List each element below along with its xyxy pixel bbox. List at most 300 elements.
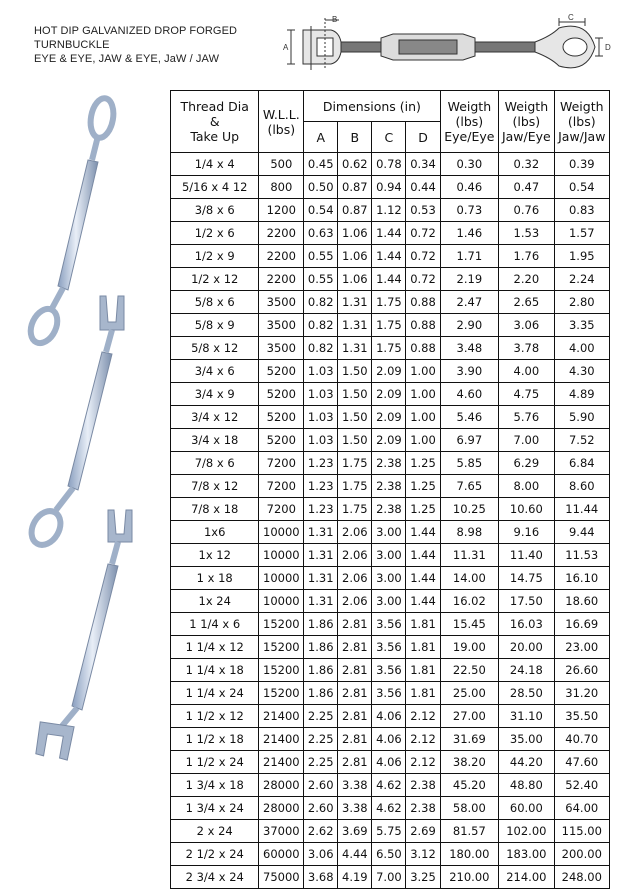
cell-weight-jaw-eye: 7.00 — [499, 429, 554, 452]
cell-wll: 28000 — [259, 774, 304, 797]
cell-weight-eye-eye: 5.46 — [440, 406, 499, 429]
turnbuckle-dimension-diagram — [283, 8, 613, 70]
cell-dim-b: 2.06 — [338, 590, 372, 613]
cell-dim-b: 1.50 — [338, 360, 372, 383]
header-dim-d: D — [406, 122, 440, 153]
table-row — [171, 176, 610, 199]
title-line-2: TURNBUCKLE — [34, 39, 110, 51]
cell-dim-b: 2.81 — [338, 613, 372, 636]
table-row — [171, 452, 610, 475]
cell-thread-size: 1x 12 — [171, 544, 259, 567]
cell-weight-jaw-jaw: 2.24 — [554, 268, 609, 291]
table-row — [171, 728, 610, 751]
cell-dim-a: 1.86 — [304, 636, 338, 659]
cell-weight-jaw-jaw: 9.44 — [554, 521, 609, 544]
cell-dim-a: 1.31 — [304, 567, 338, 590]
cell-weight-jaw-eye: 183.00 — [499, 843, 554, 866]
cell-dim-d: 1.81 — [406, 682, 440, 705]
cell-weight-eye-eye: 2.19 — [440, 268, 499, 291]
cell-weight-eye-eye: 58.00 — [440, 797, 499, 820]
cell-weight-jaw-jaw: 115.00 — [554, 820, 609, 843]
cell-weight-eye-eye: 210.00 — [440, 866, 499, 889]
cell-weight-jaw-eye: 35.00 — [499, 728, 554, 751]
cell-weight-jaw-eye: 0.32 — [499, 153, 554, 176]
cell-dim-b: 1.75 — [338, 475, 372, 498]
cell-wll: 15200 — [259, 682, 304, 705]
header-jaw-eye-line3: Jaw/Eye — [501, 129, 551, 144]
cell-dim-a: 1.23 — [304, 475, 338, 498]
cell-dim-d: 3.25 — [406, 866, 440, 889]
cell-weight-jaw-jaw: 1.57 — [554, 222, 609, 245]
cell-weight-jaw-jaw: 6.84 — [554, 452, 609, 475]
cell-wll: 5200 — [259, 429, 304, 452]
cell-dim-b: 2.81 — [338, 659, 372, 682]
cell-thread-size: 1 3/4 x 18 — [171, 774, 259, 797]
cell-thread-size: 2 x 24 — [171, 820, 259, 843]
cell-weight-eye-eye: 0.73 — [440, 199, 499, 222]
diagram-label-b: B — [332, 15, 338, 24]
cell-thread-size: 7/8 x 18 — [171, 498, 259, 521]
cell-dim-c: 3.00 — [372, 521, 406, 544]
cell-wll: 7200 — [259, 498, 304, 521]
cell-weight-jaw-eye: 16.03 — [499, 613, 554, 636]
cell-dim-d: 1.00 — [406, 360, 440, 383]
cell-dim-a: 1.03 — [304, 360, 338, 383]
cell-wll: 2200 — [259, 222, 304, 245]
cell-weight-jaw-jaw: 4.30 — [554, 360, 609, 383]
header-jaw-eye-line2: (lbs) — [512, 114, 541, 129]
cell-dim-b: 1.75 — [338, 498, 372, 521]
table-row — [171, 590, 610, 613]
cell-dim-d: 0.53 — [406, 199, 440, 222]
cell-weight-jaw-eye: 8.00 — [499, 475, 554, 498]
cell-thread-size: 1x6 — [171, 521, 259, 544]
cell-weight-jaw-jaw: 8.60 — [554, 475, 609, 498]
cell-thread-size: 1/2 x 6 — [171, 222, 259, 245]
cell-dim-d: 1.25 — [406, 498, 440, 521]
cell-dim-d: 2.12 — [406, 751, 440, 774]
cell-dim-b: 2.81 — [338, 728, 372, 751]
cell-dim-d: 2.38 — [406, 797, 440, 820]
cell-dim-c: 3.56 — [372, 659, 406, 682]
cell-dim-d: 1.81 — [406, 659, 440, 682]
cell-thread-size: 1 1/4 x 12 — [171, 636, 259, 659]
table-row — [171, 843, 610, 866]
table-row — [171, 521, 610, 544]
header-eye-eye-line1: Weigth — [447, 99, 492, 114]
cell-weight-jaw-jaw: 11.44 — [554, 498, 609, 521]
cell-weight-jaw-eye: 3.78 — [499, 337, 554, 360]
cell-thread-size: 2 1/2 x 24 — [171, 843, 259, 866]
cell-wll: 15200 — [259, 636, 304, 659]
cell-thread-size: 1 1/2 x 12 — [171, 705, 259, 728]
table-row — [171, 268, 610, 291]
cell-weight-jaw-jaw: 11.53 — [554, 544, 609, 567]
cell-dim-b: 4.44 — [338, 843, 372, 866]
cell-weight-eye-eye: 81.57 — [440, 820, 499, 843]
cell-weight-jaw-eye: 24.18 — [499, 659, 554, 682]
cell-weight-jaw-jaw: 35.50 — [554, 705, 609, 728]
cell-wll: 3500 — [259, 314, 304, 337]
cell-weight-jaw-eye: 2.65 — [499, 291, 554, 314]
table-row — [171, 866, 610, 889]
table-row — [171, 498, 610, 521]
cell-dim-a: 1.03 — [304, 429, 338, 452]
table-row — [171, 544, 610, 567]
cell-wll: 3500 — [259, 291, 304, 314]
cell-dim-c: 1.75 — [372, 337, 406, 360]
cell-dim-d: 2.12 — [406, 705, 440, 728]
cell-dim-d: 0.72 — [406, 245, 440, 268]
cell-weight-jaw-eye: 2.20 — [499, 268, 554, 291]
table-row — [171, 429, 610, 452]
cell-dim-c: 4.06 — [372, 751, 406, 774]
cell-dim-d: 1.25 — [406, 475, 440, 498]
cell-weight-jaw-jaw: 0.83 — [554, 199, 609, 222]
cell-dim-a: 0.82 — [304, 291, 338, 314]
cell-dim-c: 3.56 — [372, 613, 406, 636]
cell-thread-size: 1x 24 — [171, 590, 259, 613]
cell-weight-jaw-jaw: 2.80 — [554, 291, 609, 314]
cell-dim-d: 2.12 — [406, 728, 440, 751]
cell-dim-b: 2.06 — [338, 521, 372, 544]
cell-dim-a: 1.31 — [304, 544, 338, 567]
cell-dim-b: 1.31 — [338, 291, 372, 314]
cell-weight-eye-eye: 38.20 — [440, 751, 499, 774]
cell-wll: 10000 — [259, 567, 304, 590]
header-jaw-eye-line1: Weigth — [504, 99, 549, 114]
header-thread-line1: Thread Dia — [180, 99, 249, 114]
cell-thread-size: 5/8 x 6 — [171, 291, 259, 314]
cell-dim-a: 2.25 — [304, 751, 338, 774]
cell-dim-c: 0.94 — [372, 176, 406, 199]
cell-weight-eye-eye: 1.46 — [440, 222, 499, 245]
cell-weight-jaw-eye: 1.76 — [499, 245, 554, 268]
cell-weight-jaw-jaw: 64.00 — [554, 797, 609, 820]
cell-weight-jaw-jaw: 200.00 — [554, 843, 609, 866]
cell-dim-c: 7.00 — [372, 866, 406, 889]
cell-weight-eye-eye: 180.00 — [440, 843, 499, 866]
table-row — [171, 314, 610, 337]
cell-thread-size: 1 1/2 x 18 — [171, 728, 259, 751]
title-line-3: EYE & EYE, JAW & EYE, JaW / JAW — [34, 53, 220, 65]
cell-weight-jaw-eye: 1.53 — [499, 222, 554, 245]
cell-wll: 21400 — [259, 728, 304, 751]
header-dim-c: C — [372, 122, 406, 153]
cell-dim-c: 3.00 — [372, 590, 406, 613]
table-row — [171, 613, 610, 636]
cell-weight-eye-eye: 8.98 — [440, 521, 499, 544]
cell-thread-size: 1 1/4 x 18 — [171, 659, 259, 682]
cell-dim-d: 0.88 — [406, 291, 440, 314]
cell-weight-jaw-eye: 4.75 — [499, 383, 554, 406]
cell-weight-eye-eye: 3.48 — [440, 337, 499, 360]
cell-weight-jaw-jaw: 0.39 — [554, 153, 609, 176]
cell-dim-c: 3.00 — [372, 544, 406, 567]
cell-dim-d: 1.81 — [406, 636, 440, 659]
cell-dim-c: 2.38 — [372, 498, 406, 521]
header-jaw-jaw-line2: (lbs) — [567, 114, 596, 129]
cell-dim-b: 1.06 — [338, 268, 372, 291]
cell-thread-size: 7/8 x 12 — [171, 475, 259, 498]
cell-weight-eye-eye: 0.46 — [440, 176, 499, 199]
cell-weight-eye-eye: 0.30 — [440, 153, 499, 176]
cell-wll: 7200 — [259, 475, 304, 498]
header-dim-a: A — [304, 122, 338, 153]
cell-dim-c: 1.12 — [372, 199, 406, 222]
cell-dim-a: 0.63 — [304, 222, 338, 245]
table-row — [171, 797, 610, 820]
cell-thread-size: 1 x 18 — [171, 567, 259, 590]
table-row — [171, 337, 610, 360]
header-dimensions: Dimensions (in) — [304, 91, 440, 122]
cell-dim-b: 3.38 — [338, 797, 372, 820]
cell-thread-size: 2 3/4 x 24 — [171, 866, 259, 889]
cell-wll: 60000 — [259, 843, 304, 866]
cell-dim-a: 1.03 — [304, 406, 338, 429]
cell-wll: 2200 — [259, 268, 304, 291]
cell-dim-d: 1.44 — [406, 521, 440, 544]
cell-dim-c: 1.75 — [372, 291, 406, 314]
cell-weight-jaw-jaw: 1.95 — [554, 245, 609, 268]
cell-weight-eye-eye: 5.85 — [440, 452, 499, 475]
cell-weight-jaw-eye: 3.06 — [499, 314, 554, 337]
header-eye-eye-line3: Eye/Eye — [444, 129, 495, 144]
table-row — [171, 567, 610, 590]
header-wll-line2: (lbs) — [267, 121, 296, 137]
cell-wll: 15200 — [259, 659, 304, 682]
header-wll-line1: W.L.L. — [262, 106, 300, 122]
cell-dim-a: 1.31 — [304, 521, 338, 544]
cell-weight-jaw-eye: 44.20 — [499, 751, 554, 774]
cell-weight-eye-eye: 19.00 — [440, 636, 499, 659]
cell-dim-d: 0.88 — [406, 337, 440, 360]
cell-weight-jaw-jaw: 18.60 — [554, 590, 609, 613]
cell-wll: 21400 — [259, 705, 304, 728]
cell-dim-b: 2.81 — [338, 705, 372, 728]
table-row — [171, 360, 610, 383]
page-title — [34, 24, 237, 66]
header-dim-b: B — [338, 122, 372, 153]
cell-wll: 1200 — [259, 199, 304, 222]
cell-dim-a: 0.55 — [304, 245, 338, 268]
cell-thread-size: 3/4 x 9 — [171, 383, 259, 406]
cell-dim-b: 4.19 — [338, 866, 372, 889]
cell-weight-jaw-eye: 60.00 — [499, 797, 554, 820]
cell-weight-eye-eye: 2.47 — [440, 291, 499, 314]
table-row — [171, 406, 610, 429]
cell-wll: 21400 — [259, 751, 304, 774]
cell-dim-c: 4.62 — [372, 797, 406, 820]
cell-wll: 28000 — [259, 797, 304, 820]
cell-dim-c: 1.44 — [372, 222, 406, 245]
cell-dim-c: 2.09 — [372, 429, 406, 452]
cell-dim-b: 0.87 — [338, 199, 372, 222]
cell-weight-jaw-jaw: 26.60 — [554, 659, 609, 682]
cell-weight-jaw-eye: 4.00 — [499, 360, 554, 383]
cell-weight-jaw-eye: 48.80 — [499, 774, 554, 797]
cell-dim-c: 3.56 — [372, 682, 406, 705]
table-row — [171, 751, 610, 774]
cell-dim-d: 0.88 — [406, 314, 440, 337]
cell-thread-size: 5/16 x 4 12 — [171, 176, 259, 199]
cell-dim-a: 0.55 — [304, 268, 338, 291]
cell-dim-d: 2.69 — [406, 820, 440, 843]
cell-dim-d: 1.44 — [406, 590, 440, 613]
cell-dim-b: 1.06 — [338, 222, 372, 245]
cell-dim-d: 0.44 — [406, 176, 440, 199]
cell-thread-size: 1 1/4 x 24 — [171, 682, 259, 705]
cell-weight-eye-eye: 22.50 — [440, 659, 499, 682]
header-weight-jaw-eye — [499, 91, 554, 153]
cell-dim-a: 2.62 — [304, 820, 338, 843]
cell-dim-d: 2.38 — [406, 774, 440, 797]
cell-weight-jaw-eye: 14.75 — [499, 567, 554, 590]
cell-wll: 7200 — [259, 452, 304, 475]
header-thread-dia — [171, 91, 259, 153]
cell-dim-c: 2.38 — [372, 475, 406, 498]
table-row — [171, 199, 610, 222]
cell-dim-d: 1.00 — [406, 429, 440, 452]
header-jaw-jaw-line3: Jaw/Jaw — [558, 129, 606, 144]
cell-weight-jaw-jaw: 248.00 — [554, 866, 609, 889]
cell-thread-size: 7/8 x 6 — [171, 452, 259, 475]
cell-dim-d: 1.44 — [406, 567, 440, 590]
cell-dim-b: 0.87 — [338, 176, 372, 199]
cell-dim-d: 1.25 — [406, 452, 440, 475]
header-thread-line3: Take Up — [190, 129, 240, 144]
cell-dim-b: 3.38 — [338, 774, 372, 797]
cell-weight-jaw-jaw: 23.00 — [554, 636, 609, 659]
cell-wll: 10000 — [259, 544, 304, 567]
cell-wll: 500 — [259, 153, 304, 176]
cell-weight-jaw-eye: 20.00 — [499, 636, 554, 659]
cell-weight-eye-eye: 14.00 — [440, 567, 499, 590]
cell-dim-a: 0.45 — [304, 153, 338, 176]
cell-dim-b: 3.69 — [338, 820, 372, 843]
cell-weight-eye-eye: 16.02 — [440, 590, 499, 613]
table-row — [171, 659, 610, 682]
cell-thread-size: 1/4 x 4 — [171, 153, 259, 176]
cell-weight-jaw-jaw: 52.40 — [554, 774, 609, 797]
cell-dim-a: 0.50 — [304, 176, 338, 199]
cell-wll: 3500 — [259, 337, 304, 360]
cell-dim-b: 2.06 — [338, 544, 372, 567]
table-row — [171, 774, 610, 797]
cell-weight-jaw-jaw: 16.10 — [554, 567, 609, 590]
cell-weight-jaw-eye: 5.76 — [499, 406, 554, 429]
cell-dim-a: 1.86 — [304, 613, 338, 636]
table-row — [171, 820, 610, 843]
cell-wll: 5200 — [259, 406, 304, 429]
cell-dim-d: 3.12 — [406, 843, 440, 866]
cell-thread-size: 3/8 x 6 — [171, 199, 259, 222]
cell-dim-b: 1.75 — [338, 452, 372, 475]
cell-weight-jaw-eye: 31.10 — [499, 705, 554, 728]
table-row — [171, 222, 610, 245]
cell-weight-jaw-eye: 102.00 — [499, 820, 554, 843]
cell-dim-c: 5.75 — [372, 820, 406, 843]
cell-dim-c: 4.06 — [372, 728, 406, 751]
cell-weight-eye-eye: 25.00 — [440, 682, 499, 705]
cell-weight-jaw-eye: 6.29 — [499, 452, 554, 475]
cell-dim-b: 1.50 — [338, 429, 372, 452]
cell-dim-a: 2.60 — [304, 774, 338, 797]
cell-weight-jaw-jaw: 7.52 — [554, 429, 609, 452]
cell-dim-c: 1.44 — [372, 268, 406, 291]
cell-dim-d: 1.81 — [406, 613, 440, 636]
table-row — [171, 245, 610, 268]
cell-wll: 75000 — [259, 866, 304, 889]
header-eye-eye-line2: (lbs) — [455, 114, 484, 129]
cell-dim-d: 0.34 — [406, 153, 440, 176]
cell-weight-eye-eye: 10.25 — [440, 498, 499, 521]
cell-dim-a: 1.03 — [304, 383, 338, 406]
cell-dim-d: 1.44 — [406, 544, 440, 567]
header-wll — [259, 91, 304, 153]
cell-weight-jaw-eye: 28.50 — [499, 682, 554, 705]
cell-dim-b: 2.06 — [338, 567, 372, 590]
header-thread-line2: & — [209, 114, 220, 129]
header-weight-eye-eye — [440, 91, 499, 153]
jaw-jaw-turnbuckle — [32, 510, 132, 762]
cell-dim-c: 2.09 — [372, 360, 406, 383]
table-row — [171, 291, 610, 314]
cell-dim-c: 0.78 — [372, 153, 406, 176]
cell-dim-d: 1.00 — [406, 383, 440, 406]
diagram-label-a: A — [283, 43, 289, 52]
cell-dim-c: 4.06 — [372, 705, 406, 728]
cell-thread-size: 1 1/4 x 6 — [171, 613, 259, 636]
cell-thread-size: 3/4 x 6 — [171, 360, 259, 383]
cell-weight-eye-eye: 4.60 — [440, 383, 499, 406]
cell-dim-d: 1.00 — [406, 406, 440, 429]
cell-thread-size: 5/8 x 9 — [171, 314, 259, 337]
cell-dim-b: 1.31 — [338, 337, 372, 360]
spec-table-body — [171, 153, 610, 889]
cell-dim-a: 1.31 — [304, 590, 338, 613]
cell-weight-jaw-eye: 10.60 — [499, 498, 554, 521]
cell-dim-b: 0.62 — [338, 153, 372, 176]
cell-dim-a: 1.23 — [304, 452, 338, 475]
cell-dim-c: 2.09 — [372, 383, 406, 406]
cell-thread-size: 1/2 x 12 — [171, 268, 259, 291]
cell-weight-jaw-jaw: 5.90 — [554, 406, 609, 429]
cell-weight-jaw-eye: 0.47 — [499, 176, 554, 199]
turnbuckle-product-photo — [0, 90, 170, 790]
cell-dim-a: 1.86 — [304, 659, 338, 682]
table-row — [171, 383, 610, 406]
diagram-label-c: C — [568, 13, 574, 22]
table-row — [171, 475, 610, 498]
cell-weight-jaw-jaw: 47.60 — [554, 751, 609, 774]
cell-wll: 800 — [259, 176, 304, 199]
cell-weight-jaw-jaw: 40.70 — [554, 728, 609, 751]
cell-thread-size: 5/8 x 12 — [171, 337, 259, 360]
header-weight-jaw-jaw — [554, 91, 609, 153]
cell-dim-a: 2.25 — [304, 705, 338, 728]
table-row — [171, 682, 610, 705]
cell-weight-eye-eye: 27.00 — [440, 705, 499, 728]
cell-weight-jaw-eye: 9.16 — [499, 521, 554, 544]
cell-weight-eye-eye: 6.97 — [440, 429, 499, 452]
cell-wll: 15200 — [259, 613, 304, 636]
cell-dim-a: 2.60 — [304, 797, 338, 820]
cell-weight-eye-eye: 2.90 — [440, 314, 499, 337]
cell-weight-jaw-eye: 214.00 — [499, 866, 554, 889]
table-row — [171, 636, 610, 659]
cell-dim-b: 2.81 — [338, 636, 372, 659]
